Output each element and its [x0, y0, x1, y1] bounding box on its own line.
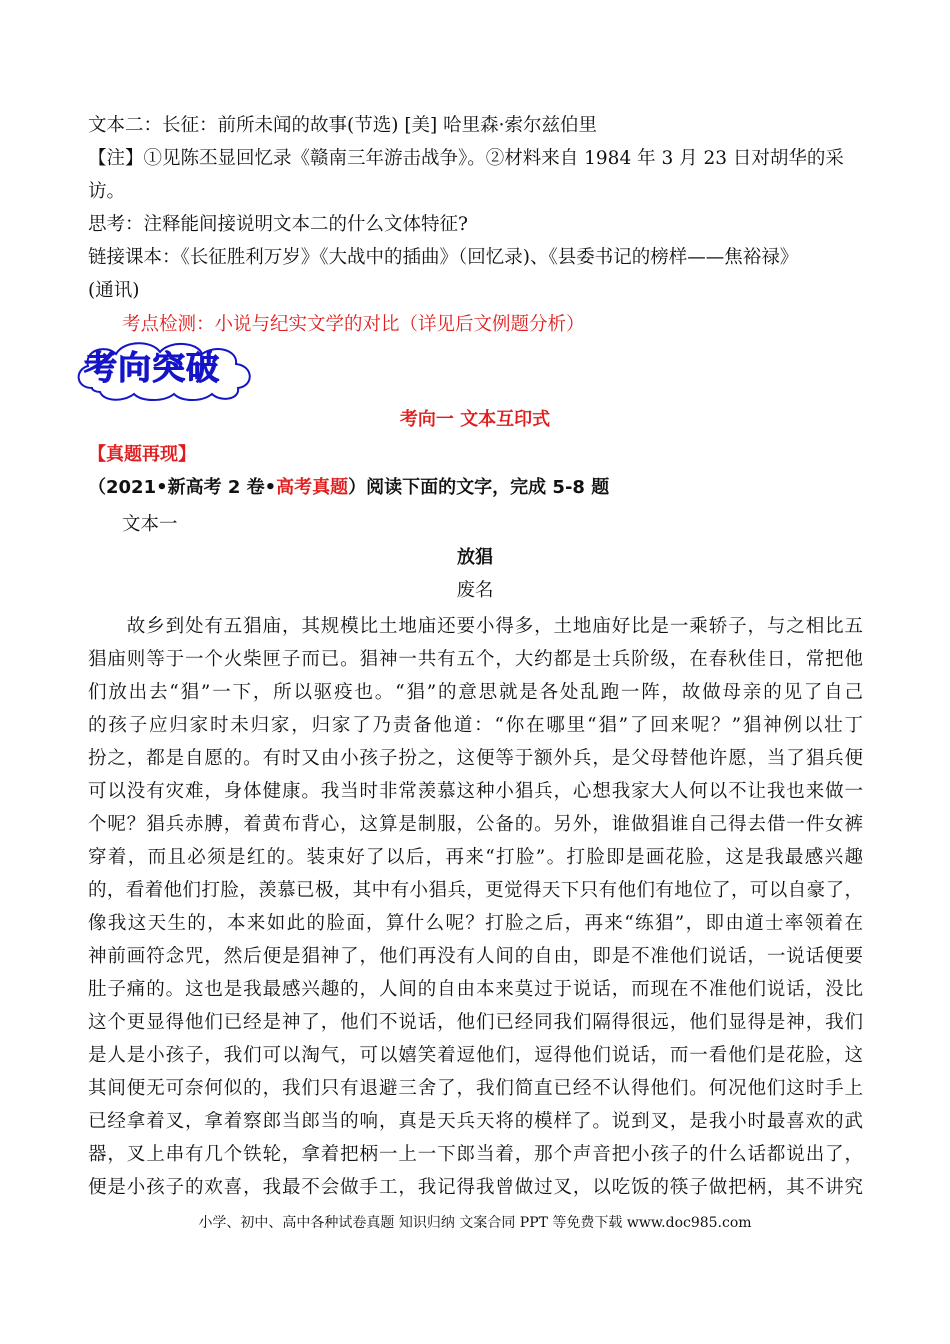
page-footer: 小学、初中、高中各种试卷真题 知识归纳 文案合同 PPT 等免费下载 www.doc985.com: [198, 1215, 752, 1231]
body-line: 穿着，而且必须是红的。装束好了以后，再来“打脸”。打脸即是画花脸，这是我最感兴趣: [88, 847, 863, 868]
intro-link-line: 链接课本：《长征胜利万岁》《大战中的插曲》（回忆录)、《县委书记的榜样——焦裕禄》: [88, 247, 799, 268]
body-line: 扮之，都是自愿的。有时又由小孩子扮之，这便等于额外兵，是父母替他许愿，当了猖兵便: [88, 748, 863, 769]
intro-note-line: 【注】①见陈丕显回忆录《赣南三年游击战争》。②材料来自 1984 年 3 月 23 日对胡华的采: [88, 148, 844, 169]
body-line: 故乡到处有五猖庙，其规模比土地庙还要小得多，土地庙好比是一乘轿子，与之相比五: [88, 616, 863, 637]
intro-line-1: 文本二：长征：前所未闻的故事(节选) [美] 哈里森·索尔兹伯里: [88, 115, 598, 136]
question-prefix: （2021•新高考 2 卷•: [88, 477, 277, 498]
intro-link-continued: (通讯): [88, 280, 140, 301]
body-line: 可以没有灾难，身体健康。我当时非常羡慕这种小猖兵，心想我家大人何以不让我也来做一: [88, 781, 863, 802]
body-line: 的，看着他们打脸，羡慕已极，其中有小猖兵，更觉得天下只有他们有地位了，可以自豪了，: [88, 880, 863, 901]
banner-title: 考向突破: [84, 348, 220, 387]
body-line: 已经拿着叉，拿着察郎当郎当的响，真是天兵天将的模样了。说到叉，是我小时最喜欢的武: [88, 1111, 863, 1132]
article-author: 废名: [456, 580, 494, 601]
body-line: 是人是小孩子，我们可以淘气，可以嬉笑着逗他们，逗得他们说话，而一看他们是花脸，这: [88, 1045, 863, 1066]
real-question-tag: 【真题再现】: [88, 444, 196, 465]
body-line: 个呢？猖兵赤膊，着黄布背心，这算是制服，公备的。另外，谁做猖谁自己得去借一件女裤: [88, 814, 863, 835]
body-line: 像我这天生的，本来如此的脸面，算什么呢？打脸之后，再来“练猖”，即由道士率领着在: [88, 913, 863, 934]
body-line: 的孩子应归家时未归家，归家了乃责备他道：“你在哪里“猖”了回来呢？”猖神例以壮丁: [88, 715, 863, 736]
intro-note-continued: 访。: [88, 181, 126, 202]
article-title: 放猖: [457, 547, 493, 568]
question-instruction: [88, 476, 609, 500]
section-heading: 考向一 文本互印式: [399, 409, 551, 430]
body-line: 神前画符念咒，然后便是猖神了，他们再没有人间的自由，即是不准他们说话，一说话便要: [88, 946, 863, 967]
body-line: 便是小孩子的欢喜，我最不会做手工，我记得我曾做过叉，以吃饭的筷子做把柄，其不讲究: [88, 1177, 863, 1198]
check-point-line: 考点检测：小说与纪实文学的对比（详见后文例题分析）: [122, 314, 585, 335]
question-source: 高考真题: [276, 477, 349, 498]
body-line: 其间便无可奈何似的，我们只有退避三舍了，我们简直已经不认得他们。何况他们这时手上: [88, 1078, 863, 1099]
body-line: 们放出去“猖”一下，所以驱疫也。“猖”的意思就是各处乱跑一阵，故做母亲的见了自己: [88, 682, 863, 703]
body-line: 器，叉上串有几个铁轮，拿着把柄一上一下郎当着，那个声音把小孩子的什么话都说出了，: [88, 1144, 863, 1165]
body-line: 猖庙则等于一个火柴匣子而已。猖神一共有五个，大约都是士兵阶级，在春秋佳日，常把他: [88, 649, 863, 670]
body-line: 肚子痛的。这也是我最感兴趣的，人间的自由本来莫过于说话，而现在不准他们说话，没比: [88, 979, 863, 1000]
intro-think-line: 思考：注释能间接说明文本二的什么文体特征?: [88, 214, 468, 235]
body-line: 这个更显得他们已经是神了，他们不说话，他们已经同我们隔得很远，他们显得是神，我们: [88, 1012, 863, 1033]
text-label: 文本一: [122, 514, 178, 535]
question-suffix: ）阅读下面的文字，完成 5-8 题: [348, 477, 610, 498]
